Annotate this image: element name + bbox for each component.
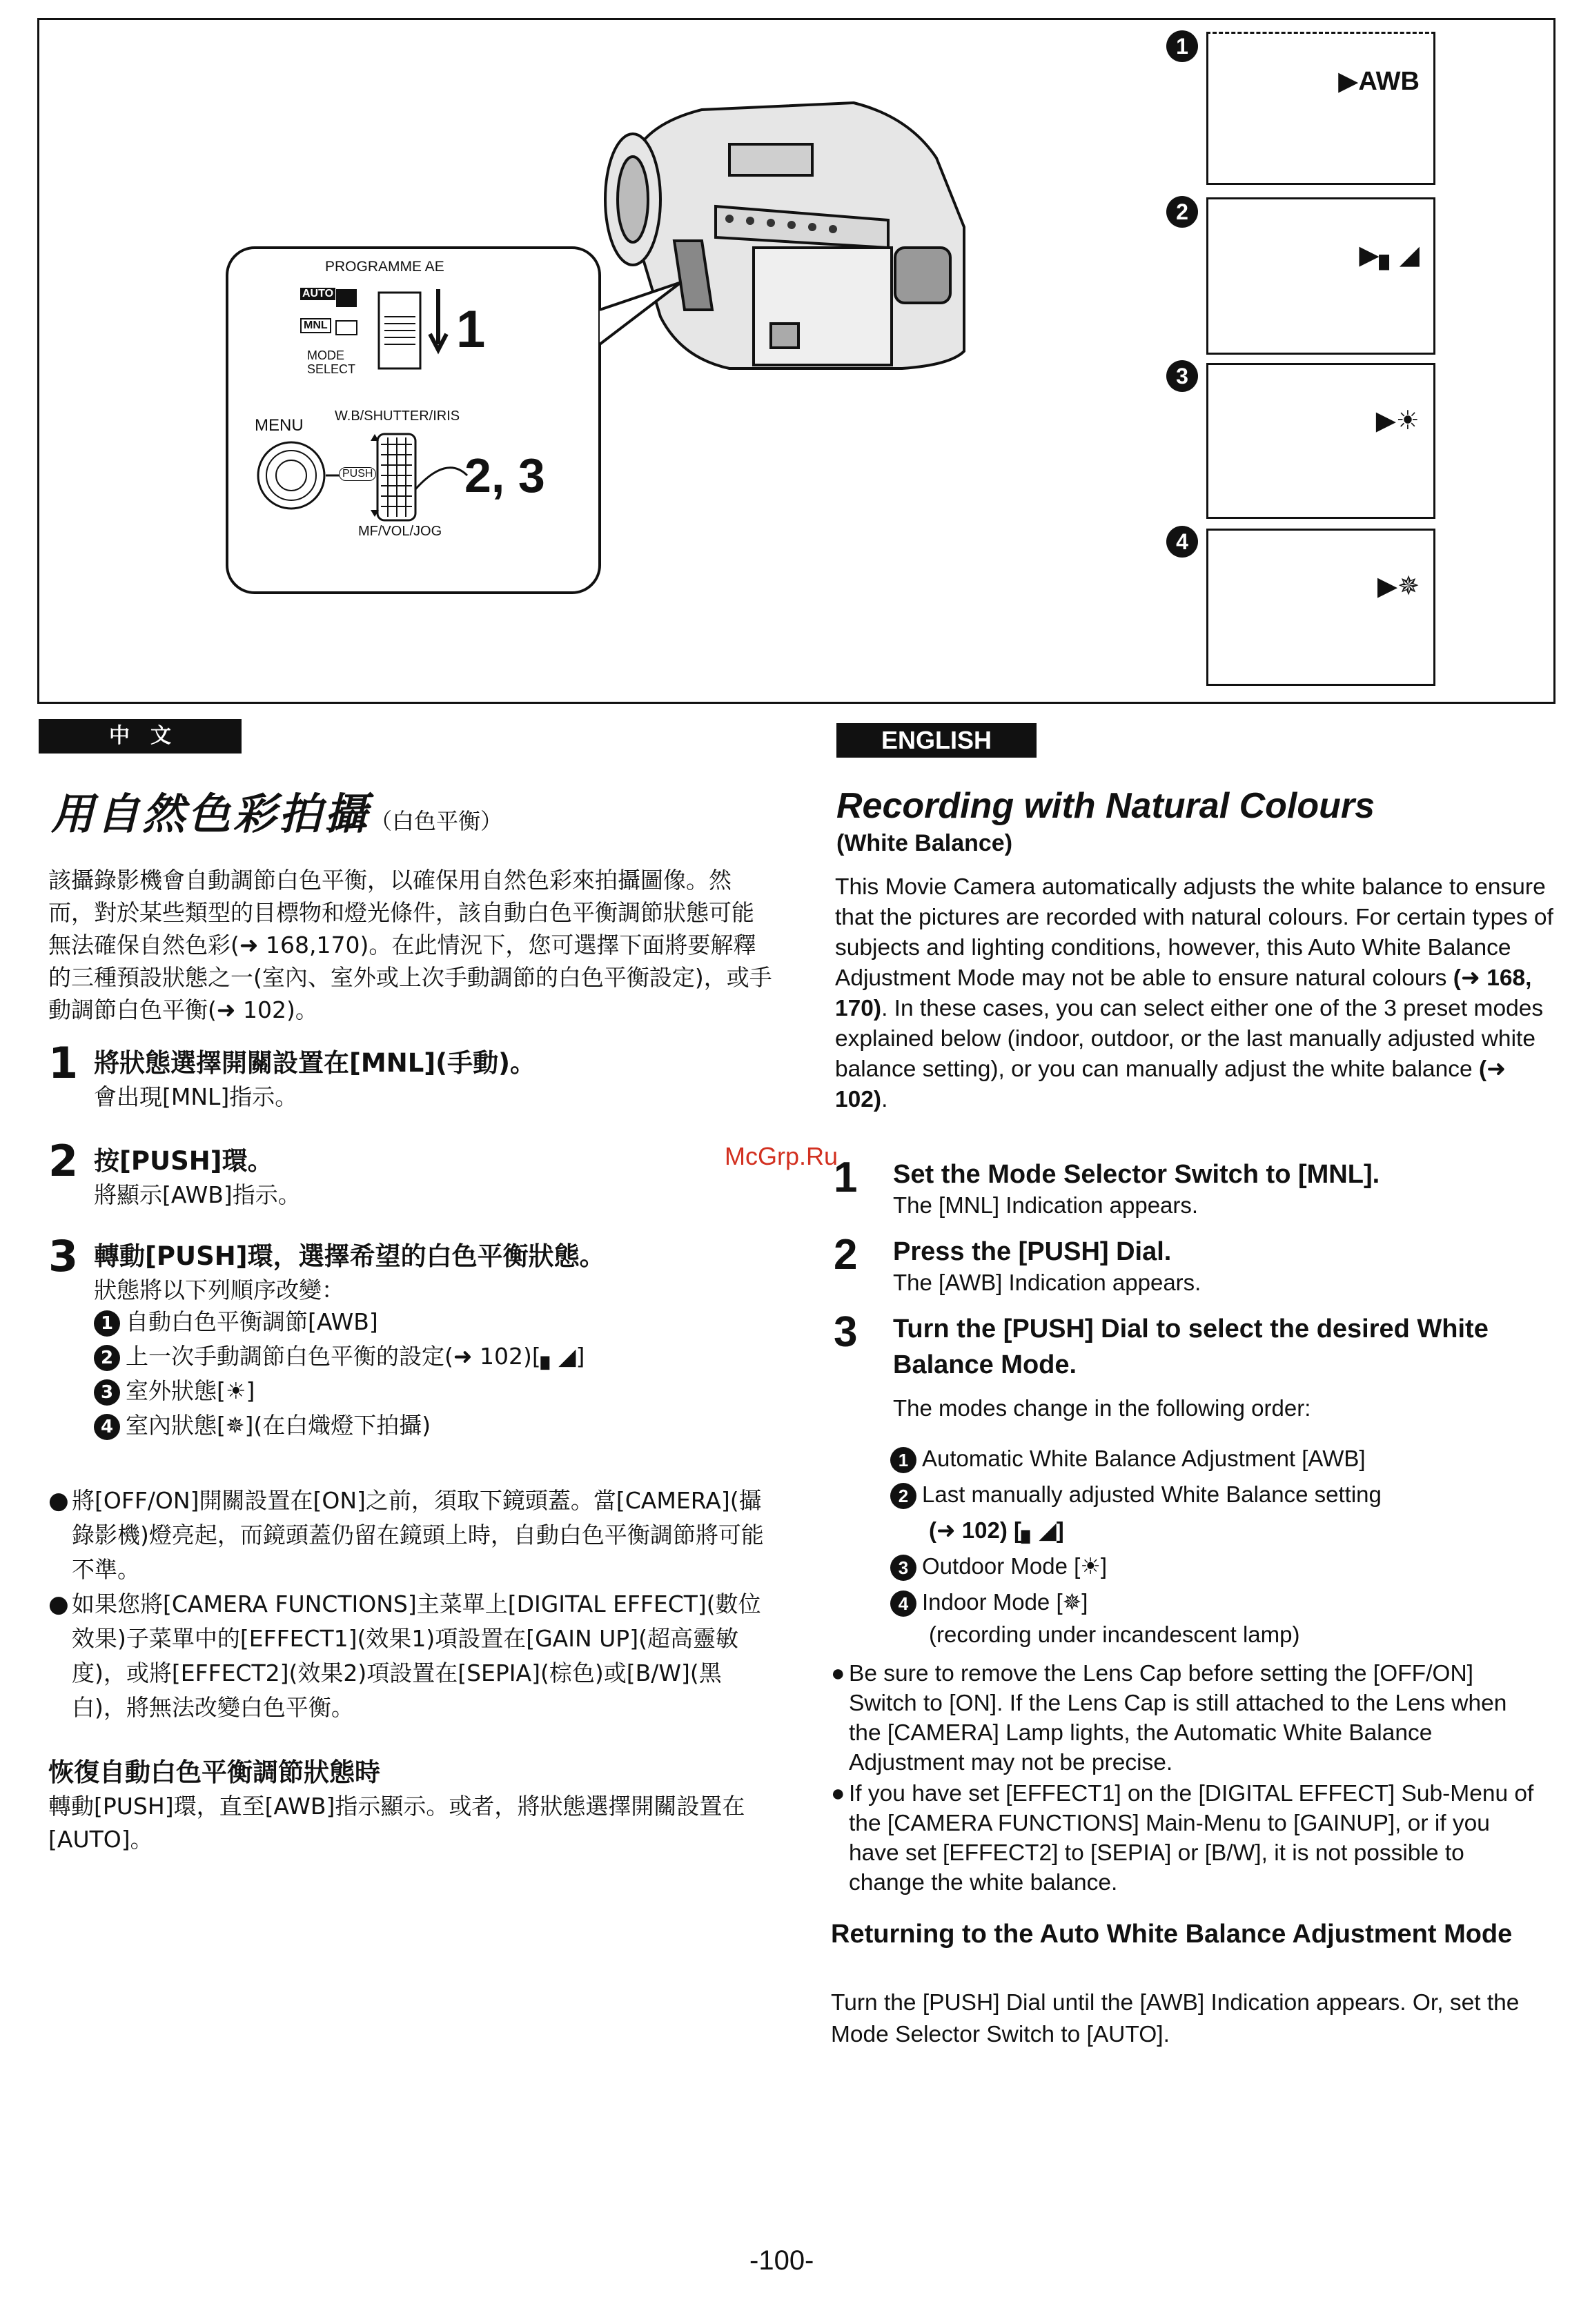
chinese-step-3: 3 轉動[PUSH]環，選擇希望的白色平衡狀態。 狀態將以下列順序改變： 1 自動白色平衡調節[AWB] 2 上一次手動調節白色平衡的設定(➜ 102)[▖◢] 3 室外狀態[☀] 4 室內狀態[✵](在白熾燈下拍攝): [48, 1235, 780, 1443]
menu-label: MENU: [255, 416, 304, 435]
list-item: 2 上一次手動調節白色平衡的設定(➜ 102)[▖◢]: [94, 1339, 780, 1374]
outdoor-indicator: ▶☀: [1375, 406, 1420, 435]
page-number: -100-: [749, 2245, 814, 2276]
watermark-text: McGrp.Ru: [725, 1142, 838, 1170]
auto-position-label: AUTO: [300, 288, 335, 300]
screen-outdoor: [1206, 363, 1435, 519]
english-note-2: ● If you have set [EFFECT1] on the [DIGITAL EFFECT] Sub-Menu of the [CAMERA FUNCTIONS] Main-Menu to [GAINUP], or if you have set [EFFECT2] to [SEPIA] or [B/W], it is not possible to change the white balance.: [831, 1780, 1534, 1895]
mode-select-label: MODE SELECT: [307, 348, 356, 376]
step-2-3-callout: 2, 3: [464, 449, 545, 502]
indoor-indicator: ▶✵: [1377, 572, 1420, 601]
chinese-intro: 該攝錄影機會自動調節白色平衡，以確保用自然色彩來拍攝圖像。然而，對於某些類型的目標物和燈光條件，該自動白色平衡調節狀態可能無法確保自然色彩(➜ 168,170)。在此情況下，您可選擇下面將要解釋的三種預設狀態之一(室內、室外或上次手動調節的白色平衡設定)，或手動調節白色平衡(➜ 102)。: [48, 867, 772, 1023]
push-dial-label: PUSH: [339, 467, 376, 481]
english-note-1: ● Be sure to remove the Lens Cap before setting the [OFF/ON] Switch to [ON]. If the Lens Cap is still attached to the Lens when the [CAMERA] Lamp lights, the Automatic White Balance Adjustment may not be precise.: [831, 1660, 1507, 1775]
english-return-heading: Returning to the Auto White Balance Adjustment Mode: [831, 1920, 1513, 1949]
list-item: 2 Last manually adjusted White Balance setting: [890, 1477, 1546, 1513]
chinese-return-text: 轉動[PUSH]環，直至[AWB]指示顯示。或者，將狀態選擇開關設置在[AUTO]。: [48, 1793, 745, 1853]
chinese-return-heading: 恢復自動白色平衡調節狀態時: [48, 1757, 380, 1787]
english-step-2: 2 Press the [PUSH] Dial. The [AWB] Indication appears.: [834, 1231, 1201, 1295]
list-item: (➜ 102) [▖◢]: [929, 1517, 1064, 1543]
screen-1-number: 1: [1166, 30, 1198, 62]
wb-shutter-iris-label: W.B/SHUTTER/IRIS: [335, 408, 460, 424]
list-item: 1 自動白色平衡調節[AWB]: [94, 1305, 780, 1339]
english-step-3: 3 Turn the [PUSH] Dial to select the desired White Balance Mode. The modes change in the following order:: [834, 1308, 1489, 1421]
english-mode-list: [890, 1441, 1546, 1649]
list-item: 4 室內狀態[✵](在白熾燈下拍攝): [94, 1408, 780, 1443]
manual-wb-indicator: ▶▖◢: [1359, 241, 1420, 270]
chinese-title: 用自然色彩拍攝（白色平衡）: [51, 789, 503, 839]
list-item: (recording under incandescent lamp): [929, 1622, 1300, 1647]
english-section-bar: ENGLISH: [836, 723, 1037, 758]
awb-indicator: ▶AWB: [1338, 67, 1420, 96]
screen-awb: [1206, 32, 1435, 185]
mnl-position-label: MNL: [300, 318, 331, 333]
chinese-note-2: ● 如果您將[CAMERA FUNCTIONS]主菜單上[DIGITAL EFFECT](數位效果)子菜單中的[EFFECT1](效果1)項設置在[GAIN UP](超高靈敏度)，或將[EFFECT2](效果2)項設置在[SEPIA](棕色)或[B/W](黑白)，將無法改變白色平衡。: [48, 1591, 761, 1721]
list-item: 1 Automatic White Balance Adjustment [AWB]: [890, 1441, 1546, 1477]
english-title: Recording with Natural Colours: [836, 786, 1375, 826]
screen-manual: [1206, 197, 1435, 355]
chinese-step-1: 1 將狀態選擇開關設置在[MNL](手動)。 會出現[MNL]指示。: [48, 1038, 536, 1110]
english-return-text: Turn the [PUSH] Dial until the [AWB] Indication appears. Or, set the Mode Selector Switch to [AUTO].: [831, 1990, 1520, 2047]
chinese-note-1: ● 將[OFF/ON]開關設置在[ON]之前，須取下鏡頭蓋。當[CAMERA](攝錄影機)燈亮起，而鏡頭蓋仍留在鏡頭上時，自動白色平衡調節將可能不準。: [48, 1487, 764, 1583]
screen-2-number: 2: [1166, 196, 1198, 228]
english-intro: This Movie Camera automatically adjusts the white balance to ensure that the pictures are recorded with natural colours. For certain types of subjects and lighting conditions, however, this Auto White Balance Adjustment Mode may not be able to ensure natural colours (➜ 168, 170). In these cases, you can select either one of the 3 preset modes explained below (indoor, outdoor, or the last manually adjusted white balance setting), or you can manually adjust the white balance (➜ 102).: [835, 874, 1553, 1112]
list-item: 3 室外狀態[☀]: [94, 1374, 780, 1408]
chinese-section-bar: 中 文: [39, 719, 242, 754]
chinese-step-2: 2 按[PUSH]環。 將顯示[AWB]指示。: [48, 1136, 301, 1208]
screen-indoor: [1206, 529, 1435, 686]
english-step-1: 1 Set the Mode Selector Switch to [MNL]. The [MNL] Indication appears.: [834, 1154, 1380, 1218]
screen-4-number: 4: [1166, 526, 1198, 558]
chinese-mode-list: [94, 1305, 780, 1443]
step-1-callout: 1: [456, 300, 486, 359]
programme-ae-label: PROGRAMME AE: [325, 259, 444, 275]
mf-vol-jog-label: MF/VOL/JOG: [358, 524, 442, 539]
screen-3-number: 3: [1166, 360, 1198, 392]
list-item: 3 Outdoor Mode [☀]: [890, 1548, 1546, 1584]
list-item: 4 Indoor Mode [✵]: [890, 1584, 1546, 1620]
english-subtitle: (White Balance): [836, 830, 1013, 856]
